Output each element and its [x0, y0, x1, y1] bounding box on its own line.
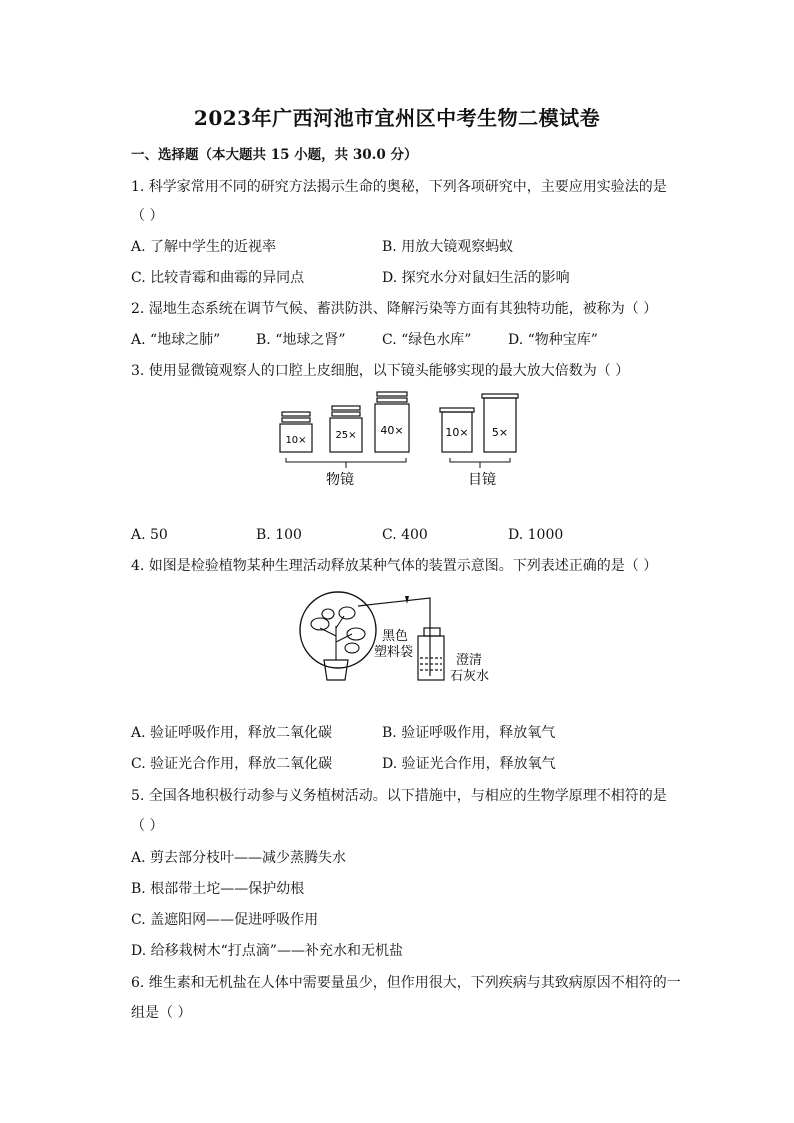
q1-option-d: D. 探究水分对鼠妇生活的影响 — [382, 270, 570, 286]
q1-paren: （ ） — [131, 208, 164, 224]
objective-10x-label: 10× — [285, 435, 307, 446]
q2-option-c: C. “绿色水库” — [382, 332, 472, 348]
q3-option-a: A. 50 — [131, 527, 168, 543]
black-plastic-bag — [300, 592, 376, 668]
q1-option-b: B. 用放大镜观察蚂蚁 — [382, 239, 514, 255]
objective-lens-25x — [330, 406, 362, 452]
eyepiece-bracket — [450, 458, 510, 468]
q4-option-c: C. 验证光合作用，释放二氧化碳 — [131, 756, 333, 772]
q1-option-a: A. 了解中学生的近视率 — [131, 239, 277, 255]
q2-option-b: B. “地球之肾” — [256, 332, 346, 348]
q1-stem: 1. 科学家常用不同的研究方法揭示生命的奥秘，下列各项研究中，主要应用实验法的是 — [131, 179, 667, 195]
q6-stem: 6. 维生素和无机盐在人体中需要量虽少，但作用很大，下列疾病与其致病原因不相符的一 — [131, 975, 681, 991]
q4-option-d: D. 验证光合作用，释放氧气 — [382, 756, 556, 772]
q4-option-a: A. 验证呼吸作用，释放二氧化碳 — [131, 725, 333, 741]
objective-25x-label: 25× — [335, 430, 357, 441]
objective-40x-label: 40× — [380, 424, 404, 437]
q1-option-c: C. 比较青霉和曲霉的异同点 — [131, 270, 305, 286]
eyepiece-5x-label: 5× — [491, 426, 509, 439]
q4-stem: 4. 如图是检验植物某种生理活动释放某种气体的装置示意图。下列表述正确的是（ ） — [131, 558, 658, 574]
objective-group-label: 物镜 — [326, 472, 354, 488]
q3-stem: 3. 使用显微镜观察人的口腔上皮细胞，以下镜头能够实现的最大放大倍数为（ ） — [131, 363, 630, 379]
microscope-lens-diagram — [270, 388, 530, 496]
objective-lens-40x — [375, 392, 409, 452]
section-heading: 一、选择题（本大题共 15 小题，共 30.0 分） — [131, 147, 418, 163]
q3-option-b: B. 100 — [256, 527, 302, 543]
q6-stem-line2: 组是（ ） — [131, 1005, 192, 1021]
q5-option-d: D. 给移栽树木“打点滴”——补充水和无机盐 — [131, 943, 403, 959]
exam-title: 2023年广西河池市宜州区中考生物二模试卷 — [193, 106, 601, 130]
q2-option-d: D. “物种宝库” — [508, 332, 598, 348]
q2-option-a: A. “地球之肺” — [131, 332, 221, 348]
limewater-label-line2: 石灰水 — [450, 669, 490, 684]
q5-option-c: C. 盖遮阳网——促进呼吸作用 — [131, 912, 319, 928]
plant-icon — [311, 607, 365, 660]
q3-option-d: D. 1000 — [508, 527, 564, 543]
q5-paren: （ ） — [131, 818, 164, 834]
objective-lens-10x — [280, 412, 312, 452]
q4-option-b: B. 验证呼吸作用，释放氧气 — [382, 725, 556, 741]
bag-label-line1: 黑色 — [382, 629, 409, 644]
q5-stem: 5. 全国各地积极行动参与义务植树活动。以下措施中，与相应的生物学原理不相符的是 — [131, 788, 667, 804]
q5-option-a: A. 剪去部分枝叶——减少蒸腾失水 — [131, 850, 347, 866]
q2-stem: 2. 湿地生态系统在调节气候、蓄洪防洪、降解污染等方面有其独特功能，被称为（ ） — [131, 301, 658, 317]
lime-water-bottle — [418, 628, 444, 680]
q5-option-b: B. 根部带土坨——保护幼根 — [131, 881, 305, 897]
eyepiece-group-label: 目镜 — [468, 472, 496, 488]
eyepiece-5x — [482, 394, 518, 452]
objective-bracket — [286, 458, 406, 468]
limewater-label-line1: 澄清 — [456, 653, 483, 668]
eyepiece-10x-label: 10× — [445, 426, 469, 439]
q3-option-c: C. 400 — [382, 527, 428, 543]
flower-pot — [324, 660, 348, 680]
plant-gas-apparatus-diagram — [292, 586, 512, 690]
bag-label-line2: 塑料袋 — [374, 645, 414, 660]
